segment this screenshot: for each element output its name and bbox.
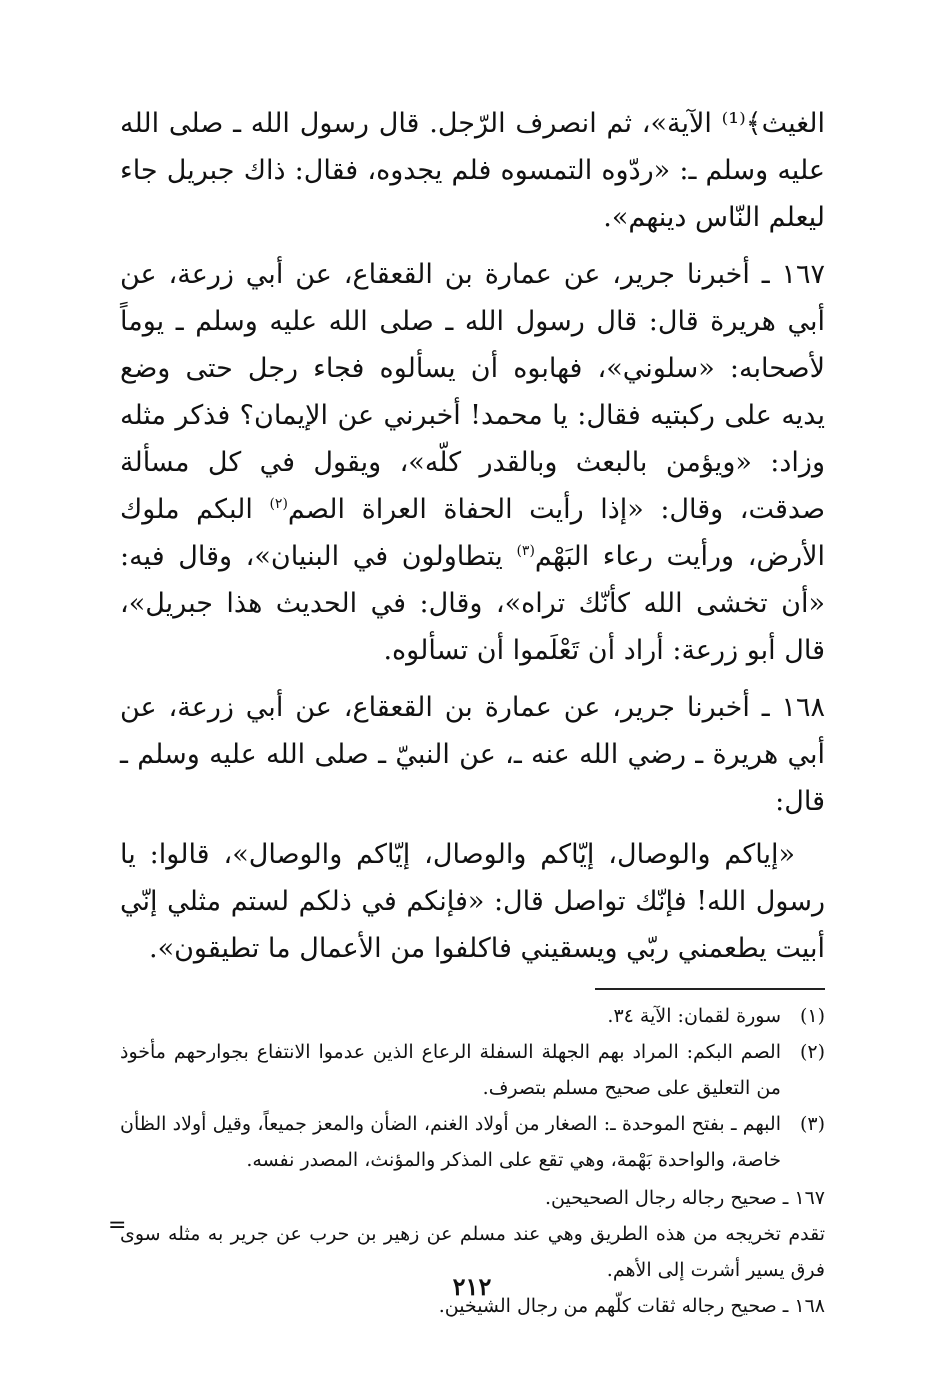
- hadith-168: ١٦٨ ـ أخبرنا جرير، عن عمارة بن القعقاع، عن أبي زرعة، عن أبي هريرة ـ رضي الله عنه ـ، عن النبيّ ـ صلى الله عليه وسلم ـ قال:: [120, 692, 825, 817]
- footnote-text: الصم البكم: المراد بهم الجهلة السفلة الرعاع الذين عدموا الانتفاع بجوارحهم مأخوذ من التعليق على صحيح مسلم بتصرف.: [120, 1041, 781, 1099]
- takhrij-167-heading: ١٦٧ ـ صحيح رجاله رجال الصحيحين.: [544, 1187, 825, 1209]
- takhrij-167-body: تقدم تخريجه من هذه الطريق وهي عند مسلم عن زهير بن حرب عن جرير به مثله سوى فرق يسير أشرت إلى الأهم.: [120, 1223, 825, 1281]
- page-content: [120, 100, 825, 1330]
- hadith-167: [120, 251, 825, 674]
- takhrij-section: [120, 1180, 825, 1324]
- paragraph-intro: الغيث﴾⁽¹⁾ الآية»، ثم انصرف الرّجل. قال رسول الله ـ صلى الله عليه وسلم ـ: «ردّوه التمسوه فلم يجدوه، فقال: ذاك جبريل جاء ليعلم النّاس دينهم».: [120, 108, 825, 233]
- continuation-mark: =: [108, 1213, 127, 1238]
- page-number: ٢١٢: [452, 1272, 492, 1301]
- footnote-number: (٣): [799, 1113, 825, 1135]
- main-text: [120, 100, 825, 972]
- footnote-text: سورة لقمان: الآية ٣٤.: [607, 1005, 781, 1027]
- footnote-number: (٢): [799, 1041, 825, 1063]
- footnote-2: [120, 1034, 825, 1106]
- footnote-3: [120, 1106, 825, 1178]
- footnote-ref-2[interactable]: (٢): [269, 496, 288, 512]
- footnote-ref-3[interactable]: (٣): [516, 543, 535, 559]
- takhrij-168-heading: ١٦٨ ـ صحيح رجاله ثقات كلّهم من رجال الشيخين.: [438, 1295, 825, 1317]
- hadith-167-part-c: يتطاولون في البنيان»، وقال فيه: «أن تخشى الله كأنّك تراه»، وقال: في الحديث هذا جبريل»، قال أبو زرعة: أراد أن تَعْلَموا أن تسألوه.: [120, 541, 825, 666]
- hadith-167-part-a: ١٦٧ ـ أخبرنا جرير، عن عمارة بن القعقاع، عن أبي زرعة، عن أبي هريرة قال: قال رسول الله ـ صلى الله عليه وسلم ـ يوماً لأصحابه: «سلوني»، فهابوه أن يسألوه فجاء رجل حتى وضع يديه على ركبتيه فقال: يا محمد! أخبرني عن الإيمان؟ فذكر مثله وزاد: «ويؤمن بالبعث وبالقدر كلّه»، ويقول في كل مسألة صدقت، وقال: «إذا رأيت الحفاة العراة الصم: [120, 259, 825, 525]
- footnote-number: (١): [799, 1005, 825, 1027]
- hadith-168-text: «إياكم والوصال، إيّاكم والوصال، إيّاكم والوصال»، قالوا: يا رسول الله! فإنّك تواصل قال: «فإنكم في ذلكم لستم مثلي إنّي أبيت يطعمني ربّي ويسقيني فاكلفوا من الأعمال ما تطيقون».: [120, 839, 825, 964]
- footnote-text: البهم ـ بفتح الموحدة ـ: الصغار من أولاد الغنم، الضأن والمعز جميعاً، وقيل أولاد الظأن خاصة، والواحدة بَهْمة، وهي تقع على المذكر والمؤنث، المصدر نفسه.: [120, 1113, 781, 1171]
- footnote-1: [120, 998, 825, 1034]
- footnote-divider: [595, 988, 825, 990]
- hadith-167-part-b: البكم ملوك الأرض، ورأيت رعاء البَهْم: [120, 494, 826, 572]
